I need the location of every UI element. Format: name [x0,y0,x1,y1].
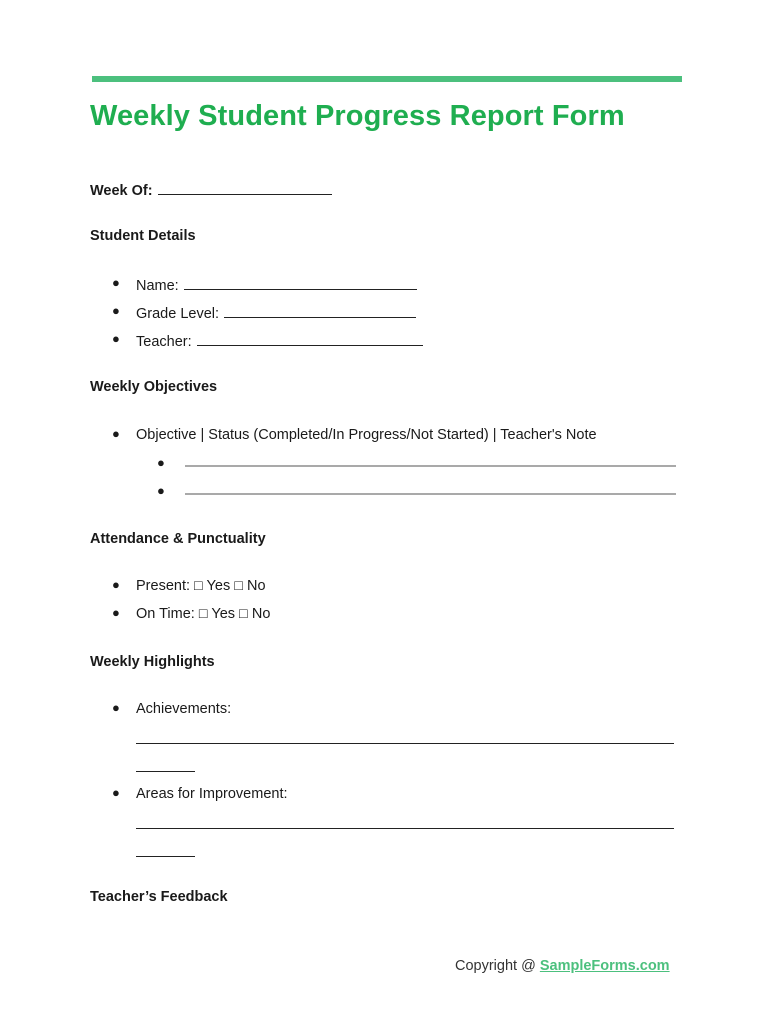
bullet-icon: ● [112,785,120,800]
bullet-icon: ● [112,303,120,318]
objective-entry-line-1[interactable] [185,465,676,467]
week-of-label: Week Of: [90,183,153,199]
teacher-label: Teacher: [136,334,192,350]
sampleforms-link[interactable]: SampleForms.com [539,958,670,974]
name-row [136,275,417,295]
copyright-footer [455,958,670,974]
weekly-objectives-heading: Weekly Objectives [90,379,218,395]
teacher-row [136,331,423,351]
objective-entry-line-2[interactable] [185,493,676,495]
name-label: Name: [136,278,179,294]
bullet-icon: ● [112,426,120,441]
week-of-row [90,180,332,200]
bullet-icon: ● [112,700,120,715]
top-accent-rule [92,76,682,82]
teacher-field[interactable] [197,331,423,346]
week-of-field[interactable] [158,180,332,195]
page-title: Weekly Student Progress Report Form [90,100,625,132]
weekly-highlights-heading: Weekly Highlights [90,654,215,670]
bullet-icon: ● [112,605,120,620]
objectives-header-row: Objective | Status (Completed/In Progress/Not Started) | Teacher's Note [136,427,597,443]
grade-level-field[interactable] [224,303,416,318]
achievements-line-1[interactable] [136,743,674,744]
sub-bullet-icon: ● [157,455,165,470]
copyright-prefix: Copyright @ [455,958,540,974]
achievements-label: Achievements: [136,701,232,717]
name-field[interactable] [184,275,417,290]
bullet-icon: ● [112,331,120,346]
attendance-heading: Attendance & Punctuality [90,531,266,547]
student-details-heading: Student Details [90,228,196,244]
achievements-line-2[interactable] [136,771,195,772]
improvement-line-1[interactable] [136,828,674,829]
grade-level-label: Grade Level: [136,306,220,322]
present-row[interactable]: Present: □ Yes □ No [136,578,266,594]
improvement-line-2[interactable] [136,856,195,857]
improvement-label: Areas for Improvement: [136,786,288,802]
bullet-icon: ● [112,577,120,592]
grade-level-row [136,303,416,323]
on-time-row[interactable]: On Time: □ Yes □ No [136,606,271,622]
teacher-feedback-heading: Teacher’s Feedback [90,889,228,905]
bullet-icon: ● [112,275,120,290]
sub-bullet-icon: ● [157,483,165,498]
